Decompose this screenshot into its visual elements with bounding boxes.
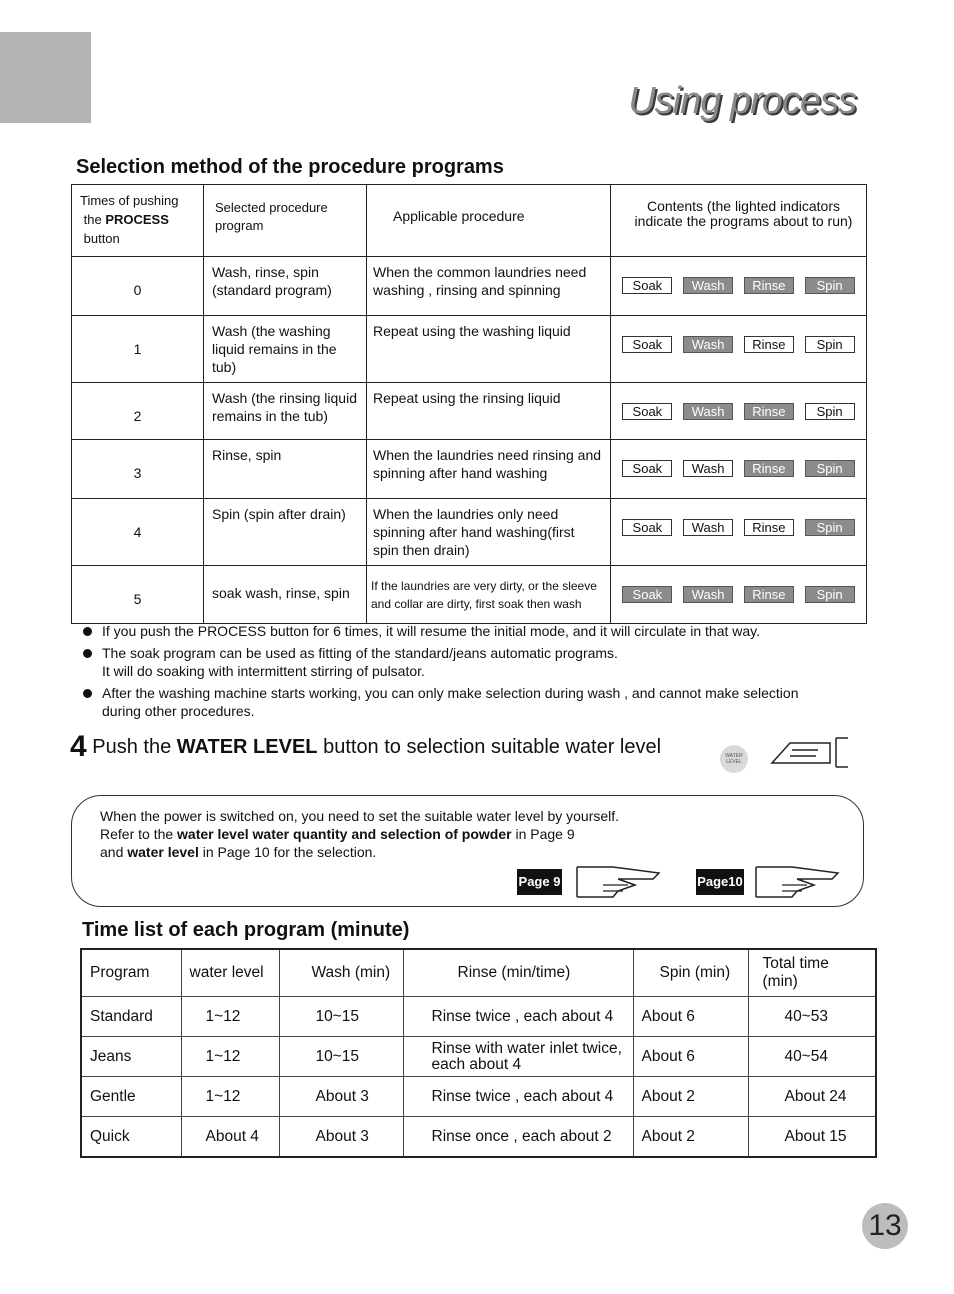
time-cell: Standard: [81, 997, 181, 1037]
time-header-cell: Wash (min): [279, 949, 403, 997]
time-row: [81, 1037, 876, 1077]
program-cell: Wash, rinse, spin (standard program): [204, 257, 367, 316]
time-header-cell: Spin (min): [633, 949, 748, 997]
times-cell: 1: [72, 316, 204, 383]
indicator-spin: Spin: [805, 460, 855, 477]
time-header-cell: water level: [181, 949, 279, 997]
pointing-hand-icon: [573, 863, 663, 901]
time-cell: Rinse once , each about 2: [403, 1117, 633, 1158]
indicator-spin: Spin: [805, 403, 855, 420]
indicator-soak: Soak: [622, 336, 672, 353]
time-header-cell: Total time (min): [748, 949, 876, 997]
indicator-spin: Spin: [805, 336, 855, 353]
note-item: After the washing machine starts working, you can only make selection during wash , and cannot make selection during other procedures.: [82, 684, 842, 720]
header-applicable: Applicable procedure: [367, 185, 611, 257]
header-contents: Contents (the lighted indicators indicate the programs about to run): [611, 185, 867, 257]
time-row: [81, 1077, 876, 1117]
indicator-rinse: Rinse: [744, 460, 794, 477]
procedure-cell: Repeat using the washing liquid: [367, 316, 611, 383]
program-cell: Wash (the washing liquid remains in the tub): [204, 316, 367, 383]
indicator-group: [611, 383, 866, 420]
indicator-group: [611, 316, 866, 353]
time-cell: Rinse with water inlet twice, each about 4: [403, 1037, 633, 1077]
indicator-wash: Wash: [683, 460, 733, 477]
indicator-soak: Soak: [622, 403, 672, 420]
indicator-wash: Wash: [683, 586, 733, 603]
indicator-cell: [611, 316, 867, 383]
indicator-spin: Spin: [805, 586, 855, 603]
program-row: [72, 316, 867, 383]
procedure-cell: When the common laundries need washing , rinsing and spinning: [367, 257, 611, 316]
program-cell: Spin (spin after drain): [204, 499, 367, 566]
program-row: [72, 383, 867, 440]
time-cell: 1~12: [181, 997, 279, 1037]
procedure-cell: When the laundries need rinsing and spinning after hand washing: [367, 440, 611, 499]
table-header-row: [72, 185, 867, 257]
note-item: If you push the PROCESS button for 6 times, it will resume the initial mode, and it will circulate in that way.: [82, 622, 842, 640]
info-text: When the power is switched on, you need to set the suitable water level by yourself. Refer to the water level water quantity and selection of powder in Page 9 and water level in Page 10 for the selection.: [100, 808, 620, 860]
time-cell: About 2: [633, 1117, 748, 1158]
procedure-cell: If the laundries are very dirty, or the sleeve and collar are dirty, first soak then wash: [367, 566, 611, 624]
program-cell: Rinse, spin: [204, 440, 367, 499]
header-times: Times of pushing the PROCESS button: [72, 185, 204, 257]
indicator-soak: Soak: [622, 277, 672, 294]
time-cell: Rinse twice , each about 4: [403, 997, 633, 1037]
time-cell: About 15: [748, 1117, 876, 1158]
indicator-cell: [611, 383, 867, 440]
indicator-wash: Wash: [683, 277, 733, 294]
time-row: [81, 1117, 876, 1158]
times-cell: 4: [72, 499, 204, 566]
time-cell: About 4: [181, 1117, 279, 1158]
time-list-table: [80, 948, 877, 1158]
time-cell: About 3: [279, 1077, 403, 1117]
program-row: [72, 499, 867, 566]
time-cell: 1~12: [181, 1077, 279, 1117]
time-cell: 40~54: [748, 1037, 876, 1077]
pointing-hand-icon: [768, 735, 850, 769]
time-cell: Jeans: [81, 1037, 181, 1077]
indicator-cell: [611, 499, 867, 566]
bullet-icon: [83, 689, 92, 698]
time-cell: About 6: [633, 997, 748, 1037]
indicator-wash: Wash: [683, 403, 733, 420]
time-row: [81, 997, 876, 1037]
indicator-rinse: Rinse: [744, 519, 794, 536]
program-row: [72, 257, 867, 316]
time-cell: About 6: [633, 1037, 748, 1077]
indicator-soak: Soak: [622, 519, 672, 536]
time-header-cell: Rinse (min/time): [403, 949, 633, 997]
time-cell: About 2: [633, 1077, 748, 1117]
indicator-group: [611, 566, 866, 603]
time-cell: 10~15: [279, 1037, 403, 1077]
program-cell: soak wash, rinse, spin: [204, 566, 367, 624]
times-cell: 3: [72, 440, 204, 499]
procedure-cell: When the laundries only need spinning after hand washing(first spin then drain): [367, 499, 611, 566]
time-table-header-row: [81, 949, 876, 997]
indicator-group: [611, 257, 866, 294]
indicator-rinse: Rinse: [744, 586, 794, 603]
notes-list: [82, 622, 842, 724]
indicator-cell: [611, 257, 867, 316]
page-9-tag: Page 9: [517, 869, 562, 895]
indicator-spin: Spin: [805, 519, 855, 536]
program-row: [72, 566, 867, 624]
indicator-group: [611, 499, 866, 536]
indicator-cell: [611, 566, 867, 624]
page-10-tag: Page10: [696, 869, 744, 895]
indicator-soak: Soak: [622, 586, 672, 603]
times-cell: 0: [72, 257, 204, 316]
indicator-rinse: Rinse: [744, 336, 794, 353]
bullet-icon: [83, 649, 92, 658]
time-list-heading: Time list of each program (minute): [82, 919, 410, 941]
indicator-rinse: Rinse: [744, 403, 794, 420]
times-cell: 5: [72, 566, 204, 624]
program-selection-table: [71, 184, 867, 624]
indicator-rinse: Rinse: [744, 277, 794, 294]
time-cell: Quick: [81, 1117, 181, 1158]
program-cell: Wash (the rinsing liquid remains in the tub): [204, 383, 367, 440]
page-number: 13: [862, 1203, 908, 1249]
time-cell: 40~53: [748, 997, 876, 1037]
times-cell: 2: [72, 383, 204, 440]
bullet-icon: [83, 627, 92, 636]
indicator-wash: Wash: [683, 336, 733, 353]
time-header-cell: Program: [81, 949, 181, 997]
time-cell: About 3: [279, 1117, 403, 1158]
step-4-instruction: 4 Push the WATER LEVEL button to selection suitable water level: [70, 730, 662, 763]
indicator-cell: [611, 440, 867, 499]
time-cell: 1~12: [181, 1037, 279, 1077]
page-title: Using process: [628, 80, 856, 122]
time-cell: 10~15: [279, 997, 403, 1037]
indicator-wash: Wash: [683, 519, 733, 536]
indicator-soak: Soak: [622, 460, 672, 477]
indicator-group: [611, 440, 866, 477]
procedure-cell: Repeat using the rinsing liquid: [367, 383, 611, 440]
time-cell: About 24: [748, 1077, 876, 1117]
time-cell: Rinse twice , each about 4: [403, 1077, 633, 1117]
pointing-hand-icon: [752, 863, 842, 901]
corner-tab-block: [0, 32, 91, 123]
header-selected: Selected procedure program: [204, 185, 367, 257]
note-item: The soak program can be used as fitting of the standard/jeans automatic programs. It will do soaking with intermittent stirring of pulsator.: [82, 644, 842, 680]
indicator-spin: Spin: [805, 277, 855, 294]
time-cell: Gentle: [81, 1077, 181, 1117]
selection-heading: Selection method of the procedure programs: [76, 156, 504, 178]
water-level-button-icon: WATER LEVEL: [720, 745, 748, 773]
program-row: [72, 440, 867, 499]
